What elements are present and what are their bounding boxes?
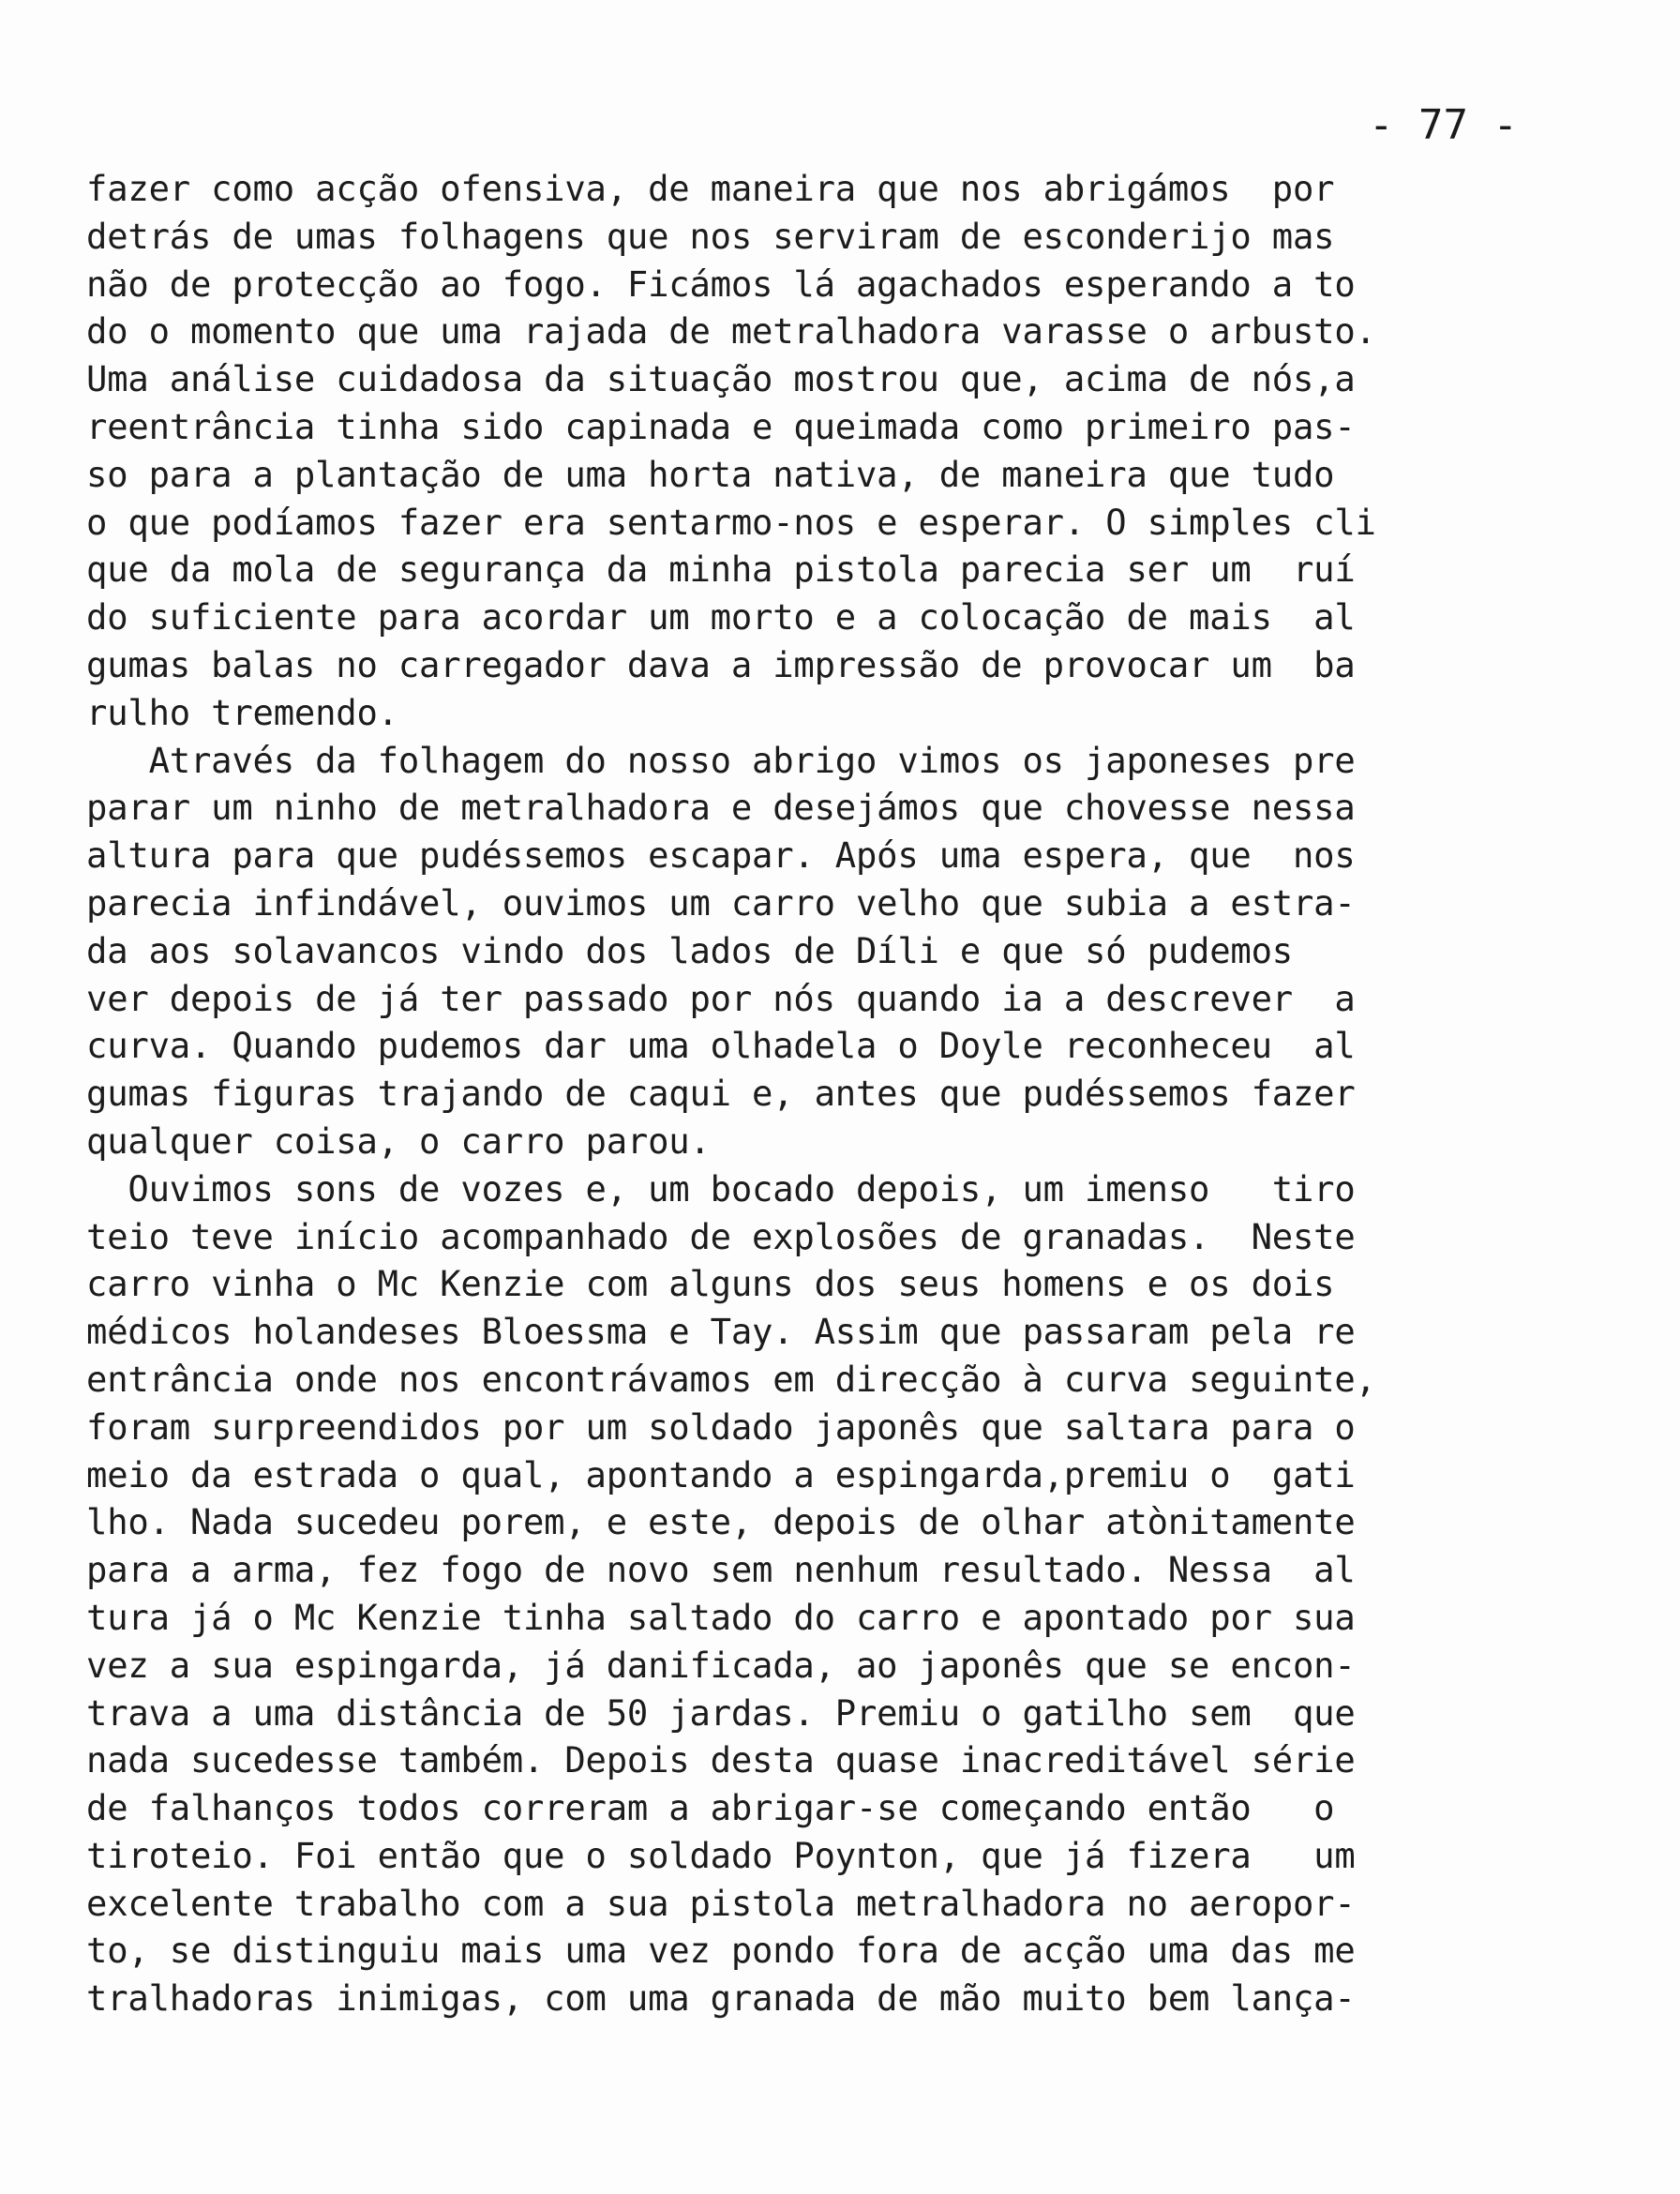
text-line: para a arma, fez fogo de novo sem nenhum resultado. Nessa al (86, 1549, 1356, 1591)
text-line: Uma análise cuidadosa da situação mostrou que, acima de nós,a (86, 358, 1356, 400)
text-line: médicos holandeses Bloessma e Tay. Assim que passaram pela re (86, 1311, 1356, 1353)
text-line: ver depois de já ter passado por nós quando ia a descrever a (86, 977, 1356, 1019)
text-line: reentrância tinha sido capinada e queimada como primeiro pas- (86, 405, 1356, 447)
text-line: da aos solavancos vindo dos lados de Díli e que só pudemos (86, 929, 1293, 971)
page-number: - 77 - (1369, 101, 1518, 149)
text-line: altura para que pudéssemos escapar. Após uma espera, que nos (86, 834, 1356, 877)
text-line: Através da folhagem do nosso abrigo vimos os japoneses pre (86, 739, 1356, 781)
text-line: trava a uma distância de 50 jardas. Premiu o gatilho sem que (86, 1691, 1356, 1734)
text-line: teio teve início acompanhado de explosões de granadas. Neste (86, 1215, 1356, 1257)
text-line: meio da estrada o qual, apontando a espingarda,premiu o gati (86, 1453, 1356, 1495)
text-line: rulho tremendo. (86, 691, 398, 733)
text-line: gumas figuras trajando de caqui e, antes que pudéssemos fazer (86, 1073, 1356, 1115)
text-line: tralhadoras inimigas, com uma granada de mão muito bem lança- (86, 1977, 1356, 2020)
text-line: nada sucedesse também. Depois desta quase inacreditável série (86, 1739, 1356, 1781)
text-line: fazer como acção ofensiva, de maneira que nos abrigámos por (86, 168, 1335, 209)
text-line: do o momento que uma rajada de metralhadora varasse o arbusto. (86, 310, 1376, 353)
text-line: vez a sua espingarda, já danificada, ao japonês que se encon- (86, 1644, 1356, 1686)
text-line: o que podíamos fazer era sentarmo-nos e esperar. O simples cli (86, 501, 1376, 543)
text-line: detrás de umas folhagens que nos serviram de esconderijo mas (86, 215, 1335, 257)
text-line: excelente trabalho com a sua pistola metralhadora no aeropor- (86, 1882, 1356, 1924)
text-line: so para a plantação de uma horta nativa, de maneira que tudo (86, 453, 1335, 495)
text-line: Ouvimos sons de vozes e, um bocado depois, um imenso tiro (86, 1167, 1356, 1210)
text-line: qualquer coisa, o carro parou. (86, 1120, 711, 1162)
text-line: tura já o Mc Kenzie tinha saltado do carro e apontado por sua (86, 1596, 1356, 1638)
text-line: parar um ninho de metralhadora e desejámos que chovesse nessa (86, 787, 1356, 829)
text-line: entrância onde nos encontrávamos em direcção à curva seguinte, (86, 1358, 1376, 1400)
text-line: tiroteio. Foi então que o soldado Poynton, que já fizera um (86, 1834, 1356, 1876)
text-line: que da mola de segurança da minha pistola parecia ser um ruí (86, 548, 1356, 591)
text-line: parecia infindável, ouvimos um carro velho que subia a estra- (86, 881, 1356, 924)
text-line: curva. Quando pudemos dar uma olhadela o Doyle reconheceu al (86, 1025, 1356, 1067)
text-line: do suficiente para acordar um morto e a colocação de mais al (86, 596, 1356, 639)
text-line: to, se distinguiu mais uma vez pondo fora de acção uma das me (86, 1930, 1356, 1972)
text-line: lho. Nada sucedeu porem, e este, depois de olhar atònitamente (86, 1501, 1356, 1543)
text-line: carro vinha o Mc Kenzie com alguns dos seus homens e os dois (86, 1263, 1335, 1305)
text-line: foram surpreendidos por um soldado japonês que saltara para o (86, 1405, 1356, 1448)
text-line: gumas balas no carregador dava a impressão de provocar um ba (86, 643, 1356, 685)
text-line: não de protecção ao fogo. Ficámos lá agachados esperando a to (86, 263, 1356, 305)
text-line: de falhanços todos correram a abrigar-se começando então o (86, 1787, 1335, 1829)
body-text (86, 165, 1549, 2022)
